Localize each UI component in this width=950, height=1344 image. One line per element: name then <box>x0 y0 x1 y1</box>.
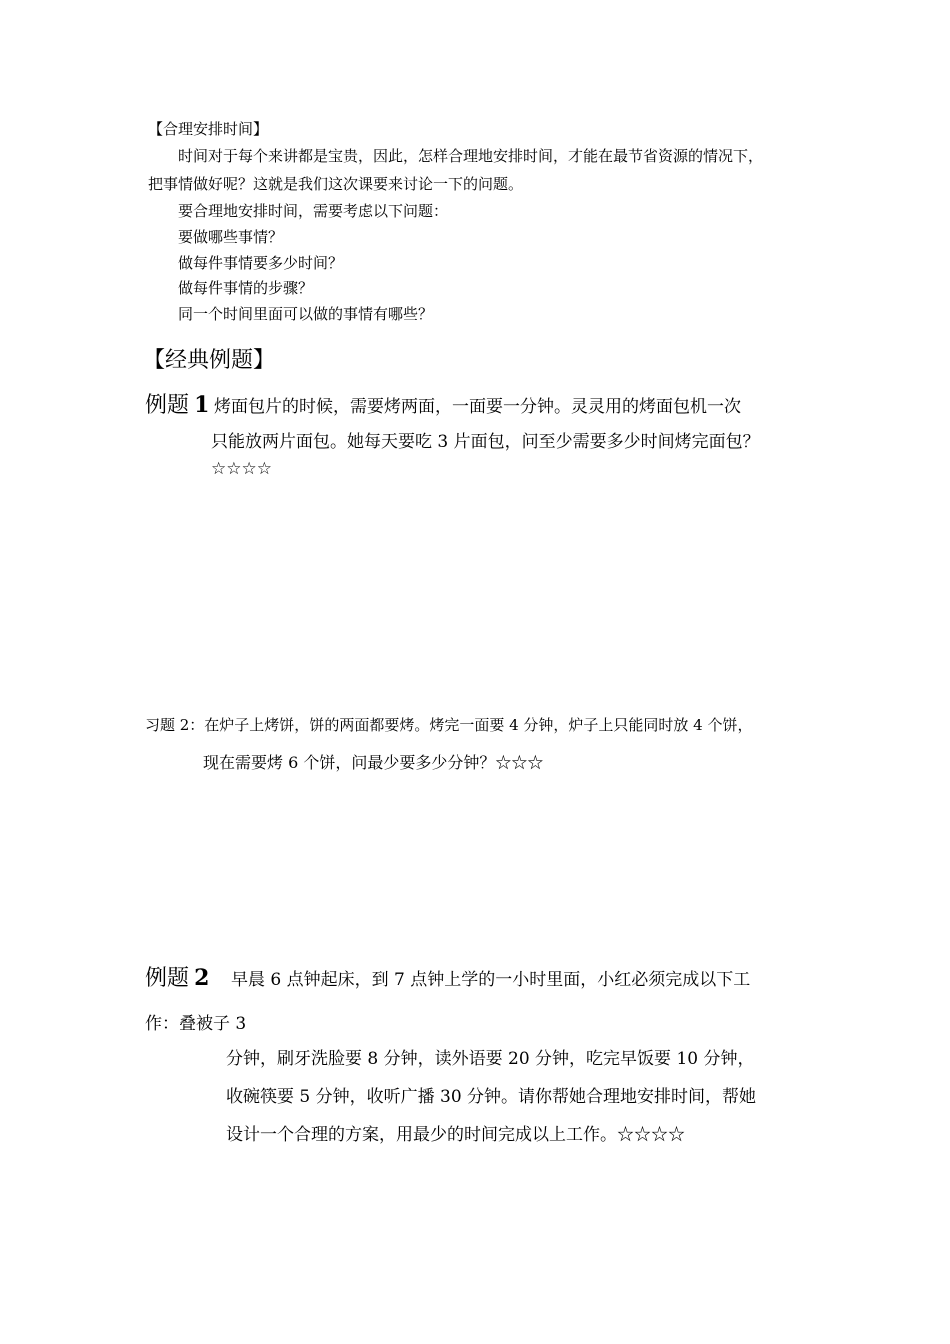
question-item: 要做哪些事情？ <box>178 228 284 246</box>
intro-paragraph-2: 要合理地安排时间，需要考虑以下问题： <box>178 202 449 220</box>
example-label-text: 例题 <box>145 393 190 418</box>
example-2-line-1: 早晨 6 点钟起床，到 7 点钟上学的一小时里面，小红必须完成以下工 <box>231 970 751 990</box>
question-item: 做每件事情的步骤？ <box>178 279 314 297</box>
question-item: 同一个时间里面可以做的事情有哪些？ <box>178 305 434 323</box>
exercise-2-line-1: 习题 2：在炉子上烤饼，饼的两面都要烤。烤完一面要 4 分钟，炉子上只能同时放 4 个饼， <box>145 716 753 734</box>
example-label-text: 例题 <box>145 966 190 991</box>
example-1-line-2: 只能放两片面包。她每天要吃 3 片面包，问至少需要多少时间烤完面包？ <box>211 432 760 452</box>
example-1-label <box>145 394 209 417</box>
intro-paragraph-line-1: 时间对于每个来讲都是宝贵，因此，怎样合理地安排时间，才能在最节省资源的情况下， <box>178 147 764 165</box>
example-2-line-2: 作：叠被子 3 <box>145 1014 247 1034</box>
section-title-examples: 【经典例题】 <box>143 348 276 373</box>
section-title-time: 【合理安排时间】 <box>148 120 269 138</box>
example-2-label <box>145 967 209 990</box>
difficulty-stars: ☆☆☆☆ <box>211 459 272 479</box>
example-2-line-3: 分钟，刷牙洗脸要 8 分钟，读外语要 20 分钟，吃完早饭要 10 分钟， <box>226 1049 755 1069</box>
question-item: 做每件事情要多少时间？ <box>178 254 344 272</box>
example-label-number: 2 <box>194 965 210 991</box>
example-2-line-5: 设计一个合理的方案，用最少的时间完成以上工作。☆☆☆☆ <box>226 1125 685 1145</box>
example-2-line-4: 收碗筷要 5 分钟，收听广播 30 分钟。请你帮她合理地安排时间，帮她 <box>226 1087 757 1107</box>
example-label-number: 1 <box>194 392 210 418</box>
example-1-line-1: 烤面包片的时候，需要烤两面，一面要一分钟。灵灵用的烤面包机一次 <box>214 397 741 417</box>
exercise-2-line-2: 现在需要烤 6 个饼，问最少要多少分钟？☆☆☆ <box>203 753 544 772</box>
intro-paragraph-line-2: 把事情做好呢？这就是我们这次课要来讨论一下的问题。 <box>148 175 524 193</box>
